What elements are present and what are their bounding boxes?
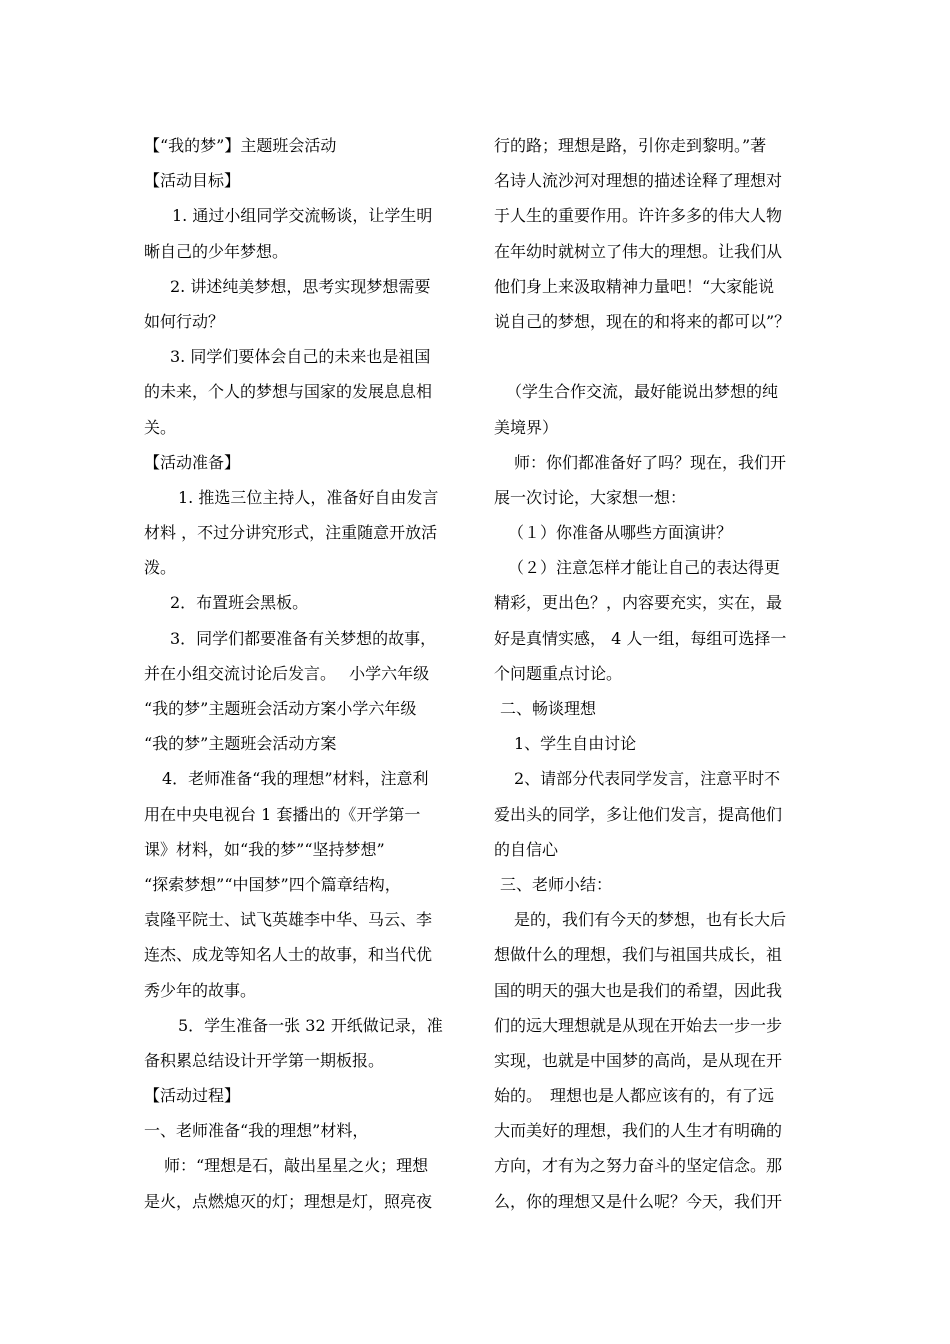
text-line: 并在小组交流讨论后发言。 小学六年级 <box>144 663 430 683</box>
text-line: 二、畅谈理想 <box>500 699 597 718</box>
text-line: 【“我的梦”】主题班会活动 <box>144 136 337 155</box>
text-line <box>494 339 810 374</box>
text-line: 如何行动？ <box>144 311 225 331</box>
text-line: “探索梦想”“中国梦”四个篇章结构， <box>144 874 401 894</box>
text-line: 2．布置班会黑板。 <box>170 593 309 613</box>
text-line: 【活动过程】 <box>144 1086 241 1106</box>
text-line: “我的梦”主题班会活动方案 <box>144 734 337 754</box>
text-line: 师：你们都准备好了吗？现在，我们开 <box>514 452 787 472</box>
text-line: 师：“理想是石，敲出星星之火；理想 <box>164 1156 429 1176</box>
text-line: 【活动准备】 <box>144 452 241 472</box>
text-line: 么，你的理想又是什么呢？今天，我们开 <box>494 1191 783 1211</box>
text-line: 材料 ，不过分讲究形式，注重随意开放活 <box>144 523 438 543</box>
text-line: 3. 同学们要体会自己的未来也是祖国 <box>170 347 431 367</box>
text-line: 用在中央电视台 1 套播出的《开学第一 <box>144 804 421 824</box>
text-line: 晰自己的少年梦想。 <box>144 241 289 261</box>
text-line: 的未来，个人的梦想与国家的发展息息相 <box>144 382 433 402</box>
text-line: 三、老师小结： <box>500 874 613 894</box>
text-line: 备积累总结设计开学第一期板报。 <box>144 1050 385 1070</box>
right-column <box>494 128 810 1219</box>
text-line: 1. 通过小组同学交流畅谈，让学生明 <box>172 206 433 226</box>
text-line: 说自己的梦想，现在的和将来的都可以”？ <box>494 311 791 331</box>
text-line: 2、请部分代表同学发言，注意平时不 <box>514 769 781 789</box>
text-line: 连杰、成龙等知名人士的故事，和当代优 <box>144 945 433 965</box>
text-line: 他们身上来汲取精神力量吧！“大家能说 <box>494 276 775 296</box>
text-line: （２）注意怎样才能让自己的表达得更 <box>508 558 781 578</box>
left-column <box>144 128 460 1219</box>
text-line: 的自信心 <box>494 839 559 859</box>
text-line: 泼。 <box>144 558 177 578</box>
text-line: 大而美好的理想，我们的人生才有明确的 <box>494 1121 783 1141</box>
text-line: （学生合作交流，最好能说出梦想的纯 <box>506 382 779 402</box>
text-line: 2. 讲述纯美梦想，思考实现梦想需要 <box>170 276 431 296</box>
text-line: （１）你准备从哪些方面演讲？ <box>508 523 733 543</box>
text-line: 行的路；理想是路，引你走到黎明。”著 <box>494 136 767 155</box>
text-line: 实现，也就是中国梦的高尚，是从现在开 <box>494 1050 783 1070</box>
text-line: “我的梦”主题班会活动方案小学六年级 <box>144 699 417 718</box>
text-line: 袁隆平院士、试飞英雄李中华、马云、李 <box>144 910 433 930</box>
text-line: 1. 推选三位主持人，准备好自由发言 <box>178 487 439 507</box>
text-line: 名诗人流沙河对理想的描述诠释了理想对 <box>494 171 783 191</box>
text-line: 课》材料，如“我的梦”“坚持梦想” <box>144 839 385 859</box>
text-line: 关。 <box>144 417 177 437</box>
text-line: 爱出头的同学，多让他们发言，提高他们 <box>494 804 783 824</box>
text-line: 精彩，更出色？，内容要充实，实在，最 <box>494 593 783 613</box>
text-line: 于人生的重要作用。许许多多的伟大人物 <box>494 206 783 226</box>
text-line: 5．学生准备一张 32 开纸做记录，准 <box>178 1015 443 1035</box>
text-line: 个问题重点讨论。 <box>494 663 623 683</box>
text-line: 好是真情实感， 4 人一组，每组可选择一 <box>494 628 787 648</box>
text-line: 1、学生自由讨论 <box>514 734 637 754</box>
text-line: 4．老师准备“我的理想”材料，注意利 <box>162 769 429 789</box>
text-line: 国的明天的强大也是我们的希望，因此我 <box>494 980 783 1000</box>
text-line: 想做什么的理想，我们与祖国共成长，祖 <box>494 945 783 965</box>
text-line: 们的远大理想就是从现在开始去一步一步 <box>494 1015 783 1035</box>
text-line: 3．同学们都要准备有关梦想的故事， <box>170 628 437 648</box>
text-line: 展一次讨论，大家想一想： <box>494 487 687 507</box>
text-line: 是的，我们有今天的梦想，也有长大后 <box>514 910 787 930</box>
text-line: 是火，点燃熄灭的灯；理想是灯，照亮夜 <box>144 1191 433 1211</box>
text-line: 一、老师准备“我的理想”材料， <box>144 1121 369 1141</box>
text-line: 秀少年的故事。 <box>144 980 257 1000</box>
text-line: 在年幼时就树立了伟大的理想。让我们从 <box>494 241 783 261</box>
text-line: 方向，才有为之努力奋斗的坚定信念。那 <box>494 1156 783 1176</box>
text-line: 【活动目标】 <box>144 171 241 191</box>
text-line: 美境界） <box>494 417 559 437</box>
text-line: 始的。 理想也是人都应该有的，有了远 <box>494 1086 775 1106</box>
